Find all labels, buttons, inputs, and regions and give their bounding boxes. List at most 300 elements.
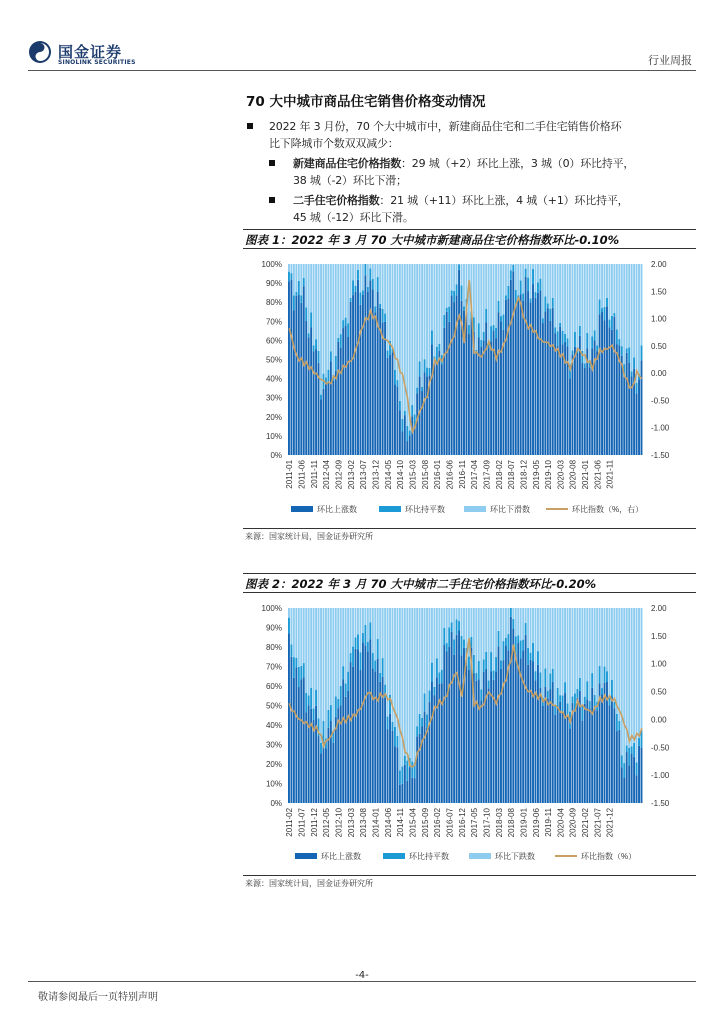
bar-fall	[535, 264, 537, 292]
figure1-title-bar	[243, 229, 696, 249]
bar-rise	[498, 646, 500, 803]
bar-rise	[557, 346, 559, 455]
bar-flat	[424, 359, 426, 372]
bar-fall	[424, 608, 426, 693]
bar-flat	[424, 693, 426, 711]
bar-rise	[305, 712, 307, 803]
bar-rise	[542, 323, 544, 455]
bar-fall	[475, 264, 477, 350]
bar-rise	[433, 360, 435, 455]
left-axis-tick-label: 50%	[265, 355, 282, 365]
bar-rise	[490, 671, 492, 803]
bar-fall	[347, 264, 349, 323]
bullet-sub1-bold: 新建商品住宅价格指数	[293, 157, 401, 170]
bar-fall	[591, 608, 593, 673]
left-axis-tick-label: 30%	[265, 740, 282, 750]
bar-fall	[549, 264, 551, 309]
bar-fall	[389, 608, 391, 695]
bar-flat	[641, 345, 643, 360]
bar-rise	[308, 705, 310, 803]
bar-flat	[604, 307, 606, 321]
bar-fall	[473, 608, 475, 655]
bar-fall	[327, 264, 329, 370]
bar-fall	[557, 264, 559, 331]
left-axis-tick-label: 30%	[265, 393, 282, 403]
bar-flat	[359, 652, 361, 670]
bar-fall	[419, 264, 421, 361]
bar-flat	[293, 295, 295, 310]
bar-fall	[542, 264, 544, 318]
bar-rise	[384, 698, 386, 803]
bar-rise	[621, 767, 623, 803]
bar-flat	[295, 292, 297, 296]
bar-rise	[382, 322, 384, 455]
bar-flat	[530, 653, 532, 660]
bullet-sub-second-hand	[269, 192, 697, 228]
bar-flat	[544, 668, 546, 687]
bar-flat	[372, 653, 374, 668]
legend-label: 环比指数（%）	[581, 852, 637, 861]
x-axis-tick-label: 2019-05	[531, 460, 541, 490]
bar-rise	[547, 698, 549, 803]
bar-flat	[411, 761, 413, 777]
bar-flat	[537, 651, 539, 665]
bar-flat	[606, 671, 608, 682]
bar-flat	[443, 628, 445, 645]
bar-rise	[628, 765, 630, 803]
bar-flat	[362, 633, 364, 643]
bar-rise	[298, 687, 300, 803]
bar-fall	[335, 264, 337, 356]
bar-rise	[451, 632, 453, 803]
bar-rise	[369, 280, 371, 455]
bar-flat	[502, 641, 504, 660]
bar-fall	[613, 264, 615, 313]
bar-flat	[364, 264, 366, 275]
bar-flat	[379, 673, 381, 682]
left-axis-tick-label: 60%	[265, 336, 282, 346]
bar-flat	[490, 652, 492, 671]
bar-fall	[495, 264, 497, 328]
bar-flat	[547, 691, 549, 699]
bar-flat	[327, 370, 329, 382]
bar-rise	[448, 647, 450, 803]
bar-flat	[589, 701, 591, 708]
right-axis-tick-label: -1.00	[651, 771, 670, 781]
bar-flat	[313, 708, 315, 720]
bar-flat	[586, 333, 588, 348]
bar-fall	[493, 608, 495, 671]
bar-flat	[525, 623, 527, 635]
bar-flat	[340, 686, 342, 705]
bar-flat	[367, 287, 369, 292]
bar-rise	[387, 729, 389, 803]
bar-flat	[347, 323, 349, 337]
bar-flat	[357, 270, 359, 280]
bar-fall	[399, 608, 401, 770]
bar-fall	[298, 608, 300, 667]
bar-rise	[426, 728, 428, 803]
bar-flat	[483, 659, 485, 672]
bar-fall	[554, 264, 556, 327]
bar-flat	[557, 688, 559, 706]
bar-flat	[308, 696, 310, 706]
bar-flat	[451, 622, 453, 631]
bar-flat	[559, 323, 561, 327]
bar-rise	[522, 301, 524, 455]
bar-rise	[495, 672, 497, 803]
bar-rise	[345, 697, 347, 803]
bar-flat	[372, 279, 374, 289]
bar-rise	[535, 298, 537, 455]
bar-flat	[382, 658, 384, 677]
x-axis-tick-label: 2015-09	[420, 807, 430, 838]
bar-flat	[485, 309, 487, 322]
bar-fall	[431, 264, 433, 330]
bar-flat	[576, 689, 578, 698]
bar-rise	[557, 706, 559, 803]
bar-flat	[532, 643, 534, 661]
left-axis-tick-label: 50%	[265, 701, 282, 711]
bar-fall	[623, 608, 625, 763]
bar-rise	[544, 312, 546, 455]
legend-swatch	[291, 506, 313, 512]
bar-flat	[377, 277, 379, 292]
bar-fall	[490, 264, 492, 326]
bar-rise	[389, 714, 391, 803]
bar-fall	[305, 264, 307, 307]
bar-fall	[340, 264, 342, 334]
footer-disclaimer: 敬请参阅最后一页特别声明	[38, 992, 158, 1003]
bar-rise	[544, 687, 546, 803]
bar-rise	[298, 295, 300, 455]
bar-fall	[443, 608, 445, 628]
bar-fall	[372, 608, 374, 653]
x-axis-tick-label: 2012-05	[322, 807, 332, 838]
bar-flat	[601, 308, 603, 312]
left-axis-tick-label: 90%	[265, 279, 282, 289]
right-axis-tick-label: 2.00	[651, 260, 667, 269]
bar-flat	[473, 655, 475, 674]
bar-fall	[409, 608, 411, 758]
bar-fall	[323, 608, 325, 721]
bar-flat	[520, 280, 522, 294]
right-axis-tick-label: 0.00	[651, 369, 667, 379]
bar-flat	[535, 292, 537, 298]
bar-fall	[572, 608, 574, 696]
bar-flat	[601, 688, 603, 694]
bar-fall	[618, 608, 620, 721]
bar-flat	[626, 348, 628, 352]
bar-fall	[327, 608, 329, 710]
bar-fall	[308, 608, 310, 696]
bar-rise	[446, 312, 448, 455]
bar-fall	[433, 608, 435, 687]
bar-fall	[325, 608, 327, 738]
bar-flat	[433, 687, 435, 695]
right-axis-tick-label: -1.00	[651, 423, 670, 433]
bar-fall	[337, 264, 339, 338]
bar-fall	[618, 264, 620, 339]
bar-rise	[414, 778, 416, 803]
bar-rise	[586, 699, 588, 803]
bar-flat	[621, 346, 623, 356]
bar-rise	[525, 277, 527, 455]
bar-fall	[576, 264, 578, 347]
bar-fall	[352, 608, 354, 647]
bar-fall	[355, 264, 357, 286]
bar-fall	[342, 608, 344, 666]
bar-flat	[399, 401, 401, 411]
bar-flat	[636, 383, 638, 394]
bar-rise	[313, 720, 315, 803]
bar-fall	[638, 608, 640, 738]
bar-flat	[505, 638, 507, 646]
bar-rise	[641, 748, 643, 803]
x-axis-tick-label: 2017-10	[482, 808, 492, 838]
x-axis-tick-label: 2018-03	[494, 808, 504, 838]
bar-flat	[446, 643, 448, 651]
bar-fall	[621, 264, 623, 346]
left-axis-tick-label: 40%	[265, 374, 282, 384]
bar-fall	[616, 264, 618, 329]
left-axis-tick-label: 0%	[270, 451, 282, 460]
bar-fall	[485, 264, 487, 309]
bar-rise	[424, 711, 426, 803]
bar-flat	[525, 269, 527, 277]
bar-rise	[295, 667, 297, 803]
bar-flat	[431, 663, 433, 682]
bar-flat	[288, 272, 290, 282]
bar-fall	[507, 264, 509, 286]
bar-fall	[515, 264, 517, 290]
left-axis-tick-label: 20%	[265, 760, 282, 769]
bar-fall	[310, 264, 312, 312]
x-axis-tick-label: 2021-11	[605, 459, 615, 489]
bar-flat	[300, 295, 302, 303]
bar-fall	[419, 608, 421, 714]
bar-fall	[490, 608, 492, 652]
bar-flat	[320, 395, 322, 400]
right-axis-tick-label: -1.50	[651, 451, 670, 460]
bar-flat	[359, 292, 361, 304]
bar-rise	[374, 671, 376, 803]
bar-fall	[448, 264, 450, 307]
bar-flat	[310, 688, 312, 709]
bar-fall	[387, 264, 389, 350]
bar-rise	[466, 312, 468, 455]
bar-flat	[337, 699, 339, 708]
bar-flat	[367, 642, 369, 652]
x-axis-tick-label: 2021-07	[593, 808, 603, 838]
bar-flat	[611, 316, 613, 330]
bar-fall	[374, 608, 376, 660]
bar-rise	[448, 322, 450, 455]
legend-swatch	[379, 506, 401, 512]
bar-flat	[401, 419, 403, 432]
bar-rise	[515, 655, 517, 803]
section-title: 70 大中城市商品住宅销售价格变动情况	[246, 94, 486, 110]
left-axis-tick-label: 10%	[265, 779, 282, 789]
bar-fall	[429, 264, 431, 368]
bar-fall	[332, 608, 334, 731]
bar-flat	[567, 338, 569, 346]
bar-flat	[559, 695, 561, 702]
bar-rise	[530, 660, 532, 803]
bar-fall	[557, 608, 559, 688]
bar-flat	[288, 618, 290, 634]
bar-fall	[594, 608, 596, 695]
bar-fall	[429, 608, 431, 690]
bar-fall	[421, 608, 423, 718]
bar-fall	[416, 264, 418, 388]
bar-rise	[525, 635, 527, 803]
bar-rise	[552, 682, 554, 803]
bar-fall	[438, 608, 440, 673]
bar-flat	[404, 411, 406, 415]
legend-swatch	[295, 853, 317, 859]
bar-rise	[515, 304, 517, 455]
bar-flat	[584, 697, 586, 704]
x-axis-tick-label: 2014-06	[383, 807, 393, 838]
bar-fall	[579, 264, 581, 326]
bar-rise	[325, 382, 327, 455]
bar-flat	[426, 368, 428, 377]
bar-rise	[606, 306, 608, 455]
bar-rise	[419, 734, 421, 803]
bar-fall	[500, 264, 502, 316]
bar-flat	[392, 722, 394, 731]
bar-flat	[535, 671, 537, 680]
legend-label: 环比下跌数	[495, 852, 535, 861]
bar-flat	[547, 304, 549, 309]
bar-fall	[505, 264, 507, 295]
bar-rise	[586, 348, 588, 455]
bar-rise	[522, 651, 524, 803]
bar-flat	[579, 678, 581, 691]
bar-fall	[623, 264, 625, 364]
bar-fall	[448, 608, 450, 627]
bar-flat	[379, 304, 381, 308]
bar-rise	[352, 667, 354, 803]
bar-fall	[530, 264, 532, 298]
bar-rise	[406, 441, 408, 455]
bar-flat	[364, 625, 366, 646]
bar-flat	[396, 380, 398, 386]
bar-rise	[330, 361, 332, 455]
bar-flat	[500, 660, 502, 669]
bar-rise	[446, 652, 448, 803]
x-axis-tick-label: 2014-11	[396, 808, 406, 837]
bar-fall	[470, 608, 472, 637]
bar-rise	[411, 416, 413, 455]
bar-flat	[377, 639, 379, 659]
bar-fall	[525, 264, 527, 269]
bar-fall	[567, 608, 569, 704]
bar-rise	[359, 670, 361, 803]
bar-rise	[458, 270, 460, 455]
bar-rise	[589, 708, 591, 803]
bar-flat	[539, 672, 541, 687]
bar-rise	[608, 705, 610, 803]
bullet-main-line1: 2022 年 3 月份，70 个大中城市中，新建商品住宅和二手住宅销售价格环	[269, 120, 622, 133]
bar-fall	[636, 608, 638, 762]
bullet-square-icon	[247, 123, 253, 129]
bar-rise	[549, 321, 551, 455]
bar-rise	[470, 318, 472, 455]
bar-rise	[628, 363, 630, 455]
bar-flat	[596, 345, 598, 351]
bar-rise	[392, 731, 394, 803]
bar-flat	[510, 270, 512, 279]
bar-rise	[389, 355, 391, 455]
bar-fall	[466, 608, 468, 648]
bar-rise	[601, 695, 603, 803]
bar-flat	[512, 619, 514, 629]
bar-flat	[579, 326, 581, 336]
bar-flat	[342, 320, 344, 328]
bar-rise	[340, 348, 342, 455]
figure2-title-bar	[243, 573, 696, 593]
bar-rise	[488, 688, 490, 803]
x-axis-tick-label: 2017-05	[470, 807, 480, 838]
bar-flat	[406, 426, 408, 441]
bar-fall	[453, 264, 455, 291]
bar-rise	[416, 736, 418, 803]
bar-fall	[485, 608, 487, 652]
bar-fall	[340, 608, 342, 686]
bar-rise	[576, 354, 578, 455]
x-axis-tick-label: 2011-07	[297, 808, 307, 837]
bar-flat	[608, 320, 610, 328]
bar-rise	[604, 683, 606, 803]
bar-fall	[458, 608, 460, 621]
bar-fall	[456, 264, 458, 284]
bar-fall	[335, 608, 337, 696]
bar-flat	[300, 666, 302, 679]
bar-rise	[532, 284, 534, 455]
bar-fall	[463, 264, 465, 306]
bar-flat	[345, 318, 347, 326]
bar-fall	[530, 608, 532, 653]
bar-fall	[574, 608, 576, 693]
bar-fall	[611, 264, 613, 316]
bar-rise	[364, 275, 366, 455]
bar-fall	[350, 608, 352, 653]
bar-rise	[421, 726, 423, 803]
bar-rise	[377, 292, 379, 455]
figure1-chart	[243, 252, 696, 524]
bar-rise	[636, 393, 638, 455]
bar-flat	[613, 702, 615, 708]
bar-fall	[303, 608, 305, 663]
bar-rise	[305, 321, 307, 455]
bar-fall	[345, 264, 347, 318]
bar-fall	[633, 608, 635, 743]
bar-flat	[419, 714, 421, 734]
bar-rise	[323, 742, 325, 803]
bar-fall	[362, 264, 364, 290]
bar-fall	[507, 608, 509, 634]
x-axis-tick-label: 2016-07	[445, 808, 455, 838]
bar-rise	[584, 368, 586, 455]
bar-flat	[438, 673, 440, 684]
bar-flat	[599, 666, 601, 684]
bar-rise	[475, 681, 477, 803]
bar-fall	[451, 264, 453, 290]
bar-rise	[613, 708, 615, 803]
bar-rise	[537, 665, 539, 803]
